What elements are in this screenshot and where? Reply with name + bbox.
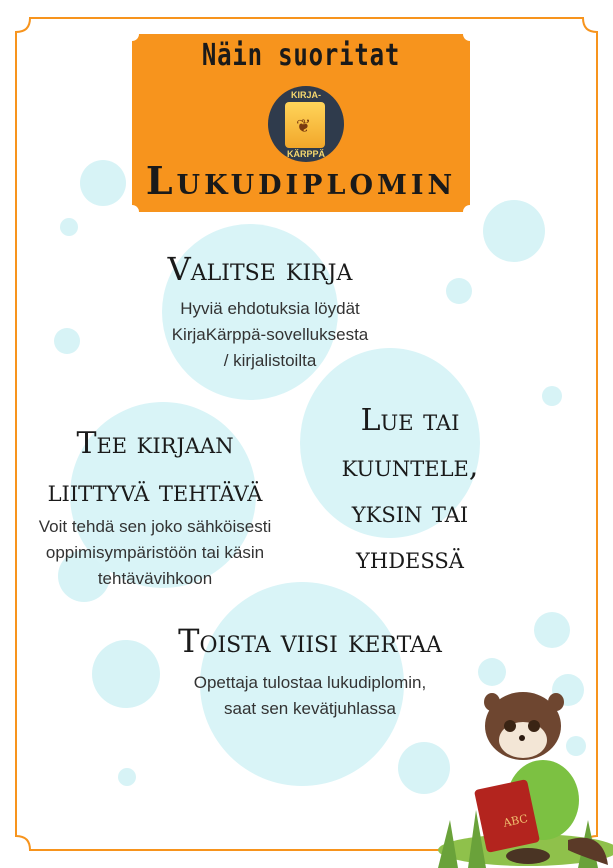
step-1-line: Hyviä ehdotuksia löydät [180,299,360,318]
logo-text-top: KIRJA- [290,90,321,100]
bubble [534,612,570,648]
step-4-heading: Toista viisi kertaa [178,622,442,660]
bubble [483,200,545,262]
step-3-body-line: oppimisympäristöön tai käsin [45,543,265,562]
bubble [446,278,472,304]
step-3-heading [40,420,270,516]
bubble [118,768,136,786]
step-3-line: liittyvä tehtävä [47,474,263,509]
bubble [542,386,562,406]
step-1-body [120,296,420,374]
logo-card [285,102,325,148]
page-title-top: Näin suoritat [201,38,401,73]
step-4-line: saat sen kevätjuhlassa [224,699,396,718]
step-1-line: KirjaKärppä-sovelluksesta [171,325,369,344]
step-3-line: Tee kirjaan [76,426,234,461]
otter-reading-illustration [428,680,613,868]
step-1-line: / kirjalistoilta [223,351,317,370]
step-2-line: Lue tai kuuntele, [341,403,479,484]
step-2-line: yksin tai yhdessä [351,495,469,576]
step-2-heading [300,398,520,582]
step-1-heading: Valitse kirja [167,250,353,288]
kirjakarppa-logo [268,86,344,162]
step-4-body [150,670,470,722]
bubble [54,328,80,354]
paw-icon: ❦ [296,116,312,136]
step-3-body-line: Voit tehdä sen joko sähköisesti [38,517,272,536]
bubble [60,218,78,236]
step-3-body [10,514,300,592]
page-title-bottom: Lukudiplomin [145,158,457,203]
bubble [80,160,126,206]
step-3-body-line: tehtävävihkoon [97,569,213,588]
book-text: ABC [502,811,529,830]
step-4-line: Opettaja tulostaa lukudiplomin, [193,673,427,692]
logo-text-bottom: KÄRPPÄ [286,149,325,159]
